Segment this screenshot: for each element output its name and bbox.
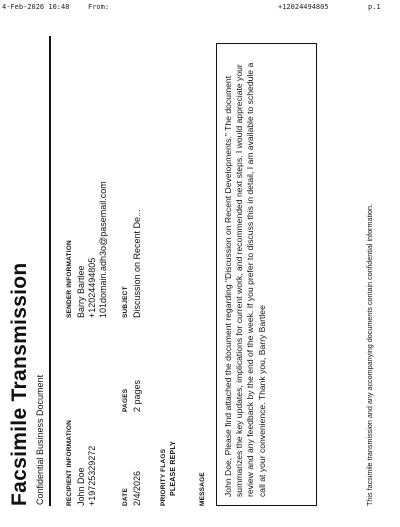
fax-date-time: 4-Feb-2026 10:48	[2, 3, 70, 11]
sender-label: SENDER INFORMATION	[66, 240, 73, 318]
sender-email: 101domain.adh3o@pasemail.com	[98, 181, 108, 318]
date-value: 2/4/2026	[132, 470, 142, 506]
fax-page-number: p.1	[368, 3, 381, 11]
subject-label: SUBJECT	[122, 286, 129, 318]
recipient-name: John Doe	[76, 467, 86, 506]
fax-from-number: +12024494805	[278, 3, 329, 11]
sender-name: Barry Bartlee	[76, 265, 86, 318]
subject-value: Discussion on Recent De...	[132, 209, 142, 318]
title-divider	[49, 36, 51, 506]
page-title: Facsimile Transmission	[8, 262, 31, 506]
confidentiality-footer: This facsimile transmission and any accompanying documents contain confidential information.	[365, 203, 374, 506]
message-label: MESSAGE	[199, 472, 206, 506]
sender-phone: +12024494805	[87, 257, 97, 318]
fax-from-label: From:	[88, 3, 110, 11]
priority-flag: PLEASE REPLY	[170, 440, 177, 496]
recipient-label: RECIPIENT INFORMATION	[66, 419, 73, 506]
pages-label: PAGES	[122, 388, 129, 412]
recipient-phone: +19725329272	[87, 445, 97, 506]
message-body: John Doe, Please find attached the document regarding "Discussion on Recent Developments." The document summarizes the key updates, implications for current work, and recommended next steps. I would appreciate your review and any feedback by the end of the week. If you prefer to discuss this in detail, I am available to schedule a call at your convenience. Thank you, Barry Bartlee	[216, 43, 317, 506]
date-label: DATE	[122, 487, 129, 506]
priority-label: PRIORITY FLAGS	[160, 448, 167, 506]
page-subtitle: Confidential Business Document	[35, 374, 45, 505]
pages-value: 2 pages	[132, 379, 142, 412]
fax-cover-sheet	[4, 4, 392, 524]
